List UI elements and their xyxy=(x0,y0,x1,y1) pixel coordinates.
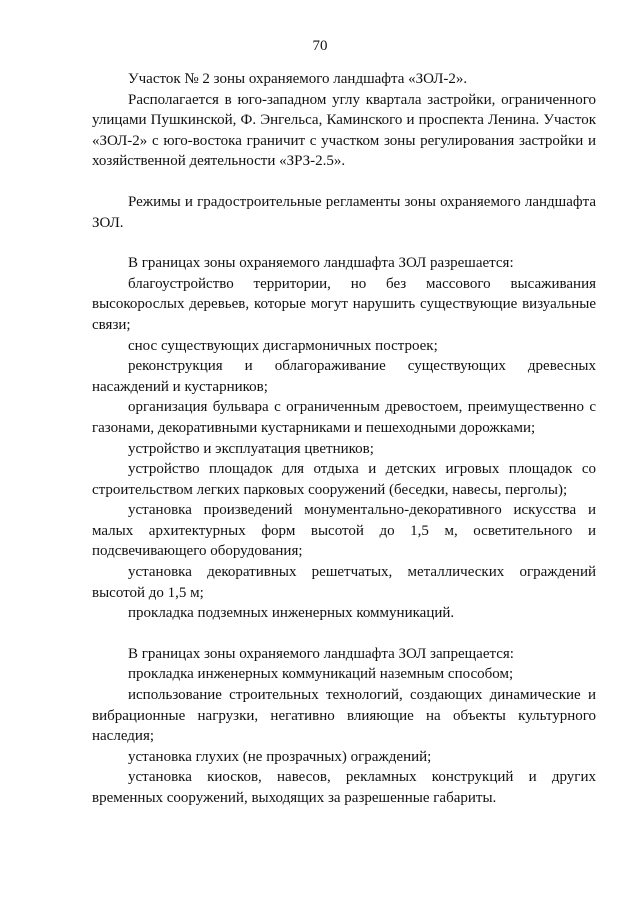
allowed-item: организация бульвара с ограниченным древостоем, преимущественно с газонами, декоративными кустарниками и пешеходными дорожками; xyxy=(92,399,596,436)
allowed-item: благоустройство территории, но без массового высаживания высокорослых деревьев, которые могут нарушить существующие визуальные связи; xyxy=(92,275,596,333)
section-description-zol2: Располагается в юго-западном углу квартала застройки, ограниченного улицами Пушкинской, Ф. Энгельса, Каминского и проспекта Ленина. Участок «ЗОЛ-2» с юго-востока граничит с участком зоны регулирования застройки и хозяйственной деятельности «ЗРЗ-2.5». xyxy=(92,91,596,170)
allowed-item: установка произведений монументально-декоративного искусства и малых архитектурных форм высотой до 1,5 м, осветительного и подсвечивающего оборудования; xyxy=(92,502,596,560)
allowed-item: устройство площадок для отдыха и детских игровых площадок со строительством легких парковых сооружений (беседки, навесы, перголы); xyxy=(92,461,596,498)
prohibited-item: установка киосков, навесов, рекламных конструкций и других временных сооружений, выходящих за разрешенные габариты. xyxy=(92,769,596,806)
document-body xyxy=(92,69,596,809)
paragraph-gap xyxy=(92,172,596,192)
allowed-item: устройство и эксплуатация цветников; xyxy=(128,440,374,457)
regulations-heading: Режимы и градостроительные регламенты зоны охраняемого ландшафта ЗОЛ. xyxy=(92,193,596,231)
allowed-item: установка декоративных решетчатых, металлических ограждений высотой до 1,5 м; xyxy=(92,564,596,601)
page-number: 70 xyxy=(312,38,328,54)
paragraph-gap xyxy=(92,233,596,253)
allowed-item: прокладка подземных инженерных коммуникаций. xyxy=(128,605,455,622)
allowed-item: снос существующих дисгармоничных построек; xyxy=(128,337,438,354)
prohibited-item: использование строительных технологий, создающих динамические и вибрационные нагрузки, негативно влияющие на объекты культурного наследия; xyxy=(92,687,596,745)
allowed-intro: В границах зоны охраняемого ландшафта ЗОЛ разрешается: xyxy=(128,255,514,272)
prohibited-intro: В границах зоны охраняемого ландшафта ЗОЛ запрещается: xyxy=(128,645,514,662)
section-heading-zol2: Участок № 2 зоны охраняемого ландшафта «ЗОЛ-2». xyxy=(128,71,468,87)
paragraph-gap xyxy=(92,624,596,644)
prohibited-item: установка глухих (не прозрачных) ограждений; xyxy=(128,748,432,765)
prohibited-item: прокладка инженерных коммуникаций наземным способом; xyxy=(128,666,514,683)
allowed-item: реконструкция и облагораживание существующих древесных насаждений и кустарников; xyxy=(92,358,596,395)
